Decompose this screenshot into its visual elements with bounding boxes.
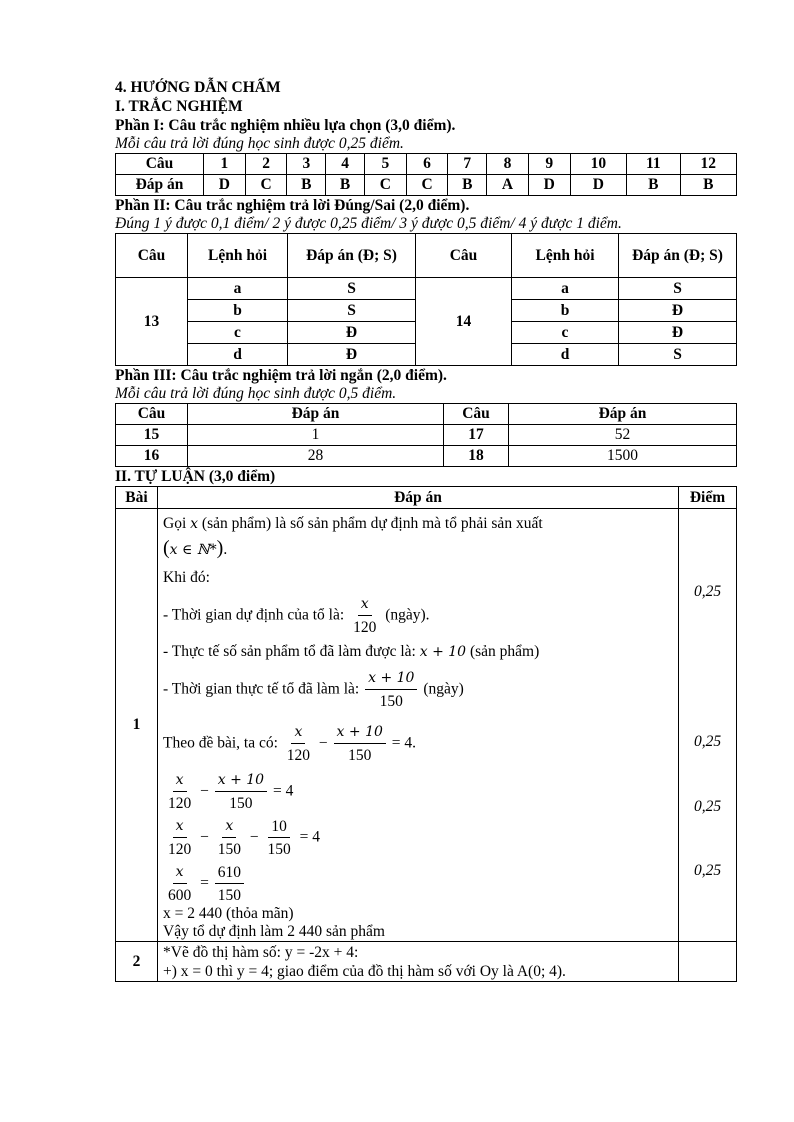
question-number: 12 bbox=[680, 154, 736, 175]
question-number: 9 bbox=[528, 154, 570, 175]
denominator: 120 bbox=[286, 747, 311, 764]
part1-title: Phần I: Câu trắc nghiệm nhiều lựa chọn (3,0 điểm). bbox=[115, 117, 456, 134]
fraction bbox=[215, 863, 244, 905]
section-heading-essay: II. TỰ LUẬN (3,0 điểm) bbox=[115, 468, 276, 485]
table-cell: Đ bbox=[288, 344, 416, 366]
denominator: 600 bbox=[168, 887, 192, 904]
text: = 4 bbox=[299, 828, 320, 846]
denominator: 150 bbox=[267, 841, 291, 858]
table-cell: d bbox=[188, 344, 288, 366]
table-cell: 16 bbox=[116, 446, 188, 467]
fraction bbox=[215, 817, 244, 859]
text: - Thời gian thực tế tổ đã làm là: bbox=[163, 680, 360, 698]
header-cau: Câu bbox=[444, 404, 509, 425]
text: *Vẽ đồ thị hàm số: y = -2x + 4: bbox=[163, 944, 359, 961]
fraction bbox=[350, 595, 379, 637]
operator: − bbox=[200, 828, 209, 846]
numerator: x bbox=[173, 817, 187, 838]
table-cell: a bbox=[512, 278, 619, 300]
header-bai: Bài bbox=[116, 487, 158, 509]
operator: − bbox=[318, 734, 328, 752]
table-cell: c bbox=[188, 322, 288, 344]
score: 0,25 bbox=[693, 733, 722, 750]
part1-answer-table bbox=[115, 153, 737, 196]
answer-letter: D bbox=[204, 175, 246, 196]
table-cell: Đ bbox=[288, 322, 416, 344]
question-number: 10 bbox=[570, 154, 626, 175]
numerator: x bbox=[358, 595, 372, 616]
question-13: 13 bbox=[116, 278, 188, 366]
essay-answer-table bbox=[115, 486, 737, 982]
answer-letter: B bbox=[326, 175, 365, 196]
row-label-question: Câu bbox=[116, 154, 204, 175]
answer-letter: D bbox=[528, 175, 570, 196]
answer-letter: C bbox=[406, 175, 448, 196]
header-cau: Câu bbox=[416, 234, 512, 278]
table-cell: 52 bbox=[509, 425, 737, 446]
fraction bbox=[334, 723, 386, 765]
numerator: x + 10 bbox=[334, 723, 386, 744]
question-number: 11 bbox=[627, 154, 681, 175]
text: (ngày) bbox=[423, 680, 464, 698]
answer-letter: B bbox=[680, 175, 736, 196]
part3-answer-table bbox=[115, 403, 737, 467]
var-x: x bbox=[190, 516, 199, 532]
question-number: 3 bbox=[287, 154, 326, 175]
numerator: 610 bbox=[215, 863, 244, 884]
header-diem: Điểm bbox=[679, 487, 737, 509]
table-cell: b bbox=[512, 300, 619, 322]
part3-note: Mỗi câu trả lời đúng học sinh được 0,5 điểm. bbox=[115, 385, 397, 402]
table-cell: b bbox=[188, 300, 288, 322]
text: +) x = 0 thì y = 4; giao điểm của đồ thị hàm số với Oy là A(0; 4). bbox=[163, 963, 566, 980]
score: 0,25 bbox=[693, 862, 722, 879]
numerator: x + 10 bbox=[365, 669, 417, 690]
table-cell: S bbox=[288, 300, 416, 322]
table-cell: S bbox=[619, 278, 737, 300]
denominator: 150 bbox=[379, 693, 403, 710]
expr: x + 10 bbox=[419, 644, 467, 660]
main-heading: 4. HƯỚNG DẪN CHẤM bbox=[115, 79, 281, 96]
conclusion-line: Vậy tổ dự định làm 2 440 sản phẩm bbox=[163, 923, 385, 940]
numerator: 10 bbox=[268, 817, 290, 838]
question-number: 8 bbox=[487, 154, 529, 175]
header-lenh-hoi: Lệnh hỏi bbox=[512, 234, 619, 278]
part3-title: Phần III: Câu trắc nghiệm trả lời ngắn (2,0 điểm). bbox=[115, 367, 447, 384]
part1-note: Mỗi câu trả lời đúng học sinh được 0,25 điểm. bbox=[115, 135, 404, 152]
question-14: 14 bbox=[416, 278, 512, 366]
table-cell: S bbox=[288, 278, 416, 300]
denominator: 150 bbox=[217, 887, 241, 904]
text: = 4. bbox=[391, 734, 417, 752]
question-number: 6 bbox=[406, 154, 448, 175]
text: = 4 bbox=[272, 782, 294, 800]
table-row bbox=[116, 446, 737, 467]
essay-row-2 bbox=[116, 942, 737, 982]
denominator: 150 bbox=[217, 841, 241, 858]
text: Gọi bbox=[163, 515, 187, 532]
section-heading-multiple-choice: I. TRẮC NGHIỆM bbox=[115, 98, 243, 115]
row-label-answer: Đáp án bbox=[116, 175, 204, 196]
fraction bbox=[365, 669, 417, 711]
header-cau: Câu bbox=[116, 234, 188, 278]
fraction bbox=[215, 771, 267, 813]
answer-letter: B bbox=[627, 175, 681, 196]
fraction bbox=[165, 863, 194, 905]
essay-row-1 bbox=[116, 509, 737, 942]
header-lenh-hoi: Lệnh hỏi bbox=[188, 234, 288, 278]
question-number: 1 bbox=[204, 154, 246, 175]
text: - Thực tế số sản phẩm tổ đã làm được là: bbox=[163, 643, 416, 660]
table-cell: S bbox=[619, 344, 737, 366]
table-cell: Đ bbox=[619, 300, 737, 322]
header-dap-an: Đáp án bbox=[158, 487, 679, 509]
table-row bbox=[116, 278, 737, 300]
text: (sản phẩm) bbox=[469, 643, 540, 660]
numerator: x bbox=[222, 817, 236, 838]
header-dap-an: Đáp án bbox=[188, 404, 444, 425]
operator: − bbox=[200, 782, 209, 800]
header-dap-an: Đáp án (Đ; S) bbox=[619, 234, 737, 278]
fraction bbox=[265, 817, 294, 859]
operator: = bbox=[200, 874, 209, 892]
result-line: x = 2 440 (thỏa mãn) bbox=[163, 905, 294, 922]
denominator: 120 bbox=[168, 795, 192, 812]
text: Khi đó: bbox=[163, 569, 210, 586]
text: Theo đề bài, ta có: bbox=[163, 734, 278, 752]
problem-2-solution bbox=[158, 942, 679, 982]
problem-number: 2 bbox=[116, 942, 158, 982]
numerator: x bbox=[173, 863, 187, 884]
table-cell: 1500 bbox=[509, 446, 737, 467]
answer-letter: C bbox=[245, 175, 287, 196]
denominator: 150 bbox=[229, 795, 253, 812]
header-dap-an: Đáp án (Đ; S) bbox=[288, 234, 416, 278]
part2-note: Đúng 1 ý được 0,1 điểm/ 2 ý được 0,25 điểm/ 3 ý được 0,5 điểm/ 4 ý được 1 điểm. bbox=[115, 215, 622, 232]
header-cau: Câu bbox=[116, 404, 188, 425]
answer-key-page bbox=[115, 78, 737, 982]
fraction bbox=[284, 723, 313, 765]
fraction bbox=[165, 817, 194, 859]
answer-letter: D bbox=[570, 175, 626, 196]
condition: x ∈ ℕ* bbox=[169, 542, 217, 558]
table-cell: Đ bbox=[619, 322, 737, 344]
part2-answer-table bbox=[115, 233, 737, 366]
answer-letter: C bbox=[364, 175, 406, 196]
question-number: 7 bbox=[448, 154, 487, 175]
table-cell: 15 bbox=[116, 425, 188, 446]
score-cell bbox=[679, 942, 737, 982]
header-dap-an: Đáp án bbox=[509, 404, 737, 425]
question-number: 2 bbox=[245, 154, 287, 175]
operator: − bbox=[249, 828, 259, 846]
score: 0,25 bbox=[693, 798, 722, 815]
denominator: 120 bbox=[168, 841, 192, 858]
table-cell: 28 bbox=[188, 446, 444, 467]
answer-letter: B bbox=[287, 175, 326, 196]
question-number: 5 bbox=[364, 154, 406, 175]
table-cell: d bbox=[512, 344, 619, 366]
table-cell: c bbox=[512, 322, 619, 344]
denominator: 150 bbox=[348, 747, 372, 764]
problem-number: 1 bbox=[116, 509, 158, 942]
answer-letter: B bbox=[448, 175, 487, 196]
denominator: 120 bbox=[353, 619, 377, 636]
fraction bbox=[165, 771, 194, 813]
text: (sản phẩm) là số sản phẩm dự định mà tổ phải sản xuất bbox=[201, 515, 543, 532]
numerator: x bbox=[291, 723, 305, 744]
table-cell: 17 bbox=[444, 425, 509, 446]
table-cell: 1 bbox=[188, 425, 444, 446]
text: - Thời gian dự định của tổ là: bbox=[163, 606, 345, 624]
question-number: 4 bbox=[326, 154, 365, 175]
numerator: x + 10 bbox=[215, 771, 267, 792]
table-cell: 18 bbox=[444, 446, 509, 467]
score-column bbox=[679, 509, 737, 942]
table-cell: a bbox=[188, 278, 288, 300]
answer-letter: A bbox=[487, 175, 529, 196]
table-row bbox=[116, 425, 737, 446]
numerator: x bbox=[173, 771, 187, 792]
part2-title: Phần II: Câu trắc nghiệm trả lời Đúng/Sai (2,0 điểm). bbox=[115, 197, 470, 214]
text: (ngày). bbox=[385, 606, 430, 624]
score: 0,25 bbox=[693, 583, 722, 600]
problem-1-solution: Gọi x (sản phẩm) là số sản phẩm dự định mà tổ phải sản xuất (x ∈ ℕ*). Khi đó: - Thời gian dự định của tổ là: $\frac{x}{120}$ (ngày). - Thực tế số sản phẩm tổ đã làm được là: x + 10 (sản phẩm) - Thời gian thực tế tổ đã làm là: $\frac{x + 10}{150}$ (ngày) Theo đề bài, ta có: $\frac{x}{120}$ − $\frac{x + 10}{150}$ = 4. $\frac{x}{120}$ − $\frac{x + 10}{150}$ = 4 $\frac{x}{120}$ − $\frac{x}{150}$ − $\frac{10}{150}$ = 4 $\frac{x}{600}$ = $\frac{610}{150}$ x = 2 440 (thỏa mãn) Vậy tổ dự định làm 2 440 sản phẩm bbox=[158, 509, 679, 942]
